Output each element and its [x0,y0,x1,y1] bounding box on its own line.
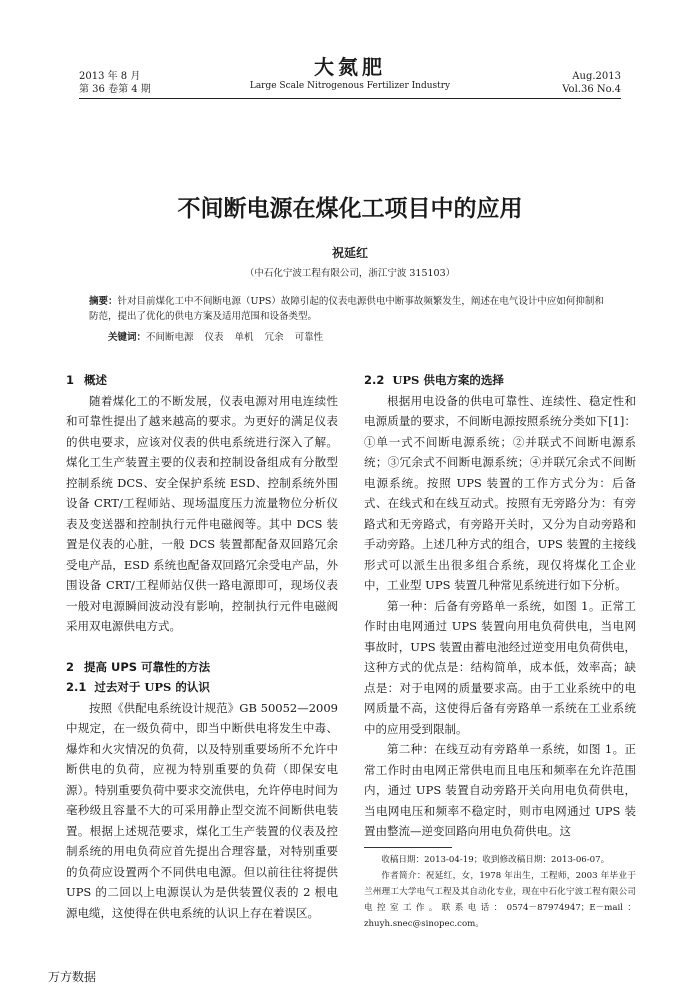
section-title: 提高 UPS 可靠性的方法 [84,659,211,674]
section-title: 过去对于 UPS 的认识 [94,680,210,694]
section-number: 1 [66,373,75,387]
paragraph: 根据用电设备的供电可靠性、连续性、稳定性和电源质量的要求，不间断电源按照系统分类如下[1]：①单一式不间断电源系统；②并联式不间断电源系统；③冗余式不间断电源系统；④并联冗余式不间断电源系统。按照 UPS 装置的工作方式分为：后备式、在线式和在线互动式。按照有无旁路分为：有旁路式和无旁路式，有旁路开关时，又分为自动旁路和手动旁路。上述几种方式的组合，UPS 装置的主接线形式可以派生出很多组合系统，现仅将煤化工企业中，工业型 UPS 装置几种常见系统进行如下分析。 [364,393,636,592]
header-rule [79,98,621,99]
received-dates: 收稿日期：2013-04-19；收到修改稿日期：2013-06-07。 [381,855,610,865]
keywords-label: 关键词： [108,332,147,343]
paragraph: 按照《供配电系统设计规范》GB 50052—2009 中规定，在一级负荷中，即当中断供电将发生中毒、爆炸和火灾情况的负荷，以及特别重要场所不允许中断供电的负荷，应视为特别重要的负荷（即保安电源）。特别重要负荷中要求交流供电，允许停电时间为毫秒级且容量不大的可采用静止型交流不间断供电装置。根据上述规范要求，煤化工生产装置的仪表及控制系统的用电负荷应首先提出合理容量，对特别重要的负荷应设置两个不同供电电源。但以前往往将提供 UPS 的二回以上电源误认为是供装置仪表的 2 根电源电缆，这使得在供电系统的认识上存在着误区。 [66,700,338,920]
paragraph: 第一种：后备有旁路单一系统，如图 1。正常工作时由电网通过 UPS 装置向用电负荷供电，当电网事故时，UPS 装置由蓄电池经过逆变用电负荷供电，这种方式的优点是：结构简单，成本低，效率高；缺点是：对于电网的质量要求高。由于工业系统中的电网质量不高，这使得后备有旁路单一系统在工业系统中的应用受到限制。 [364,598,636,736]
section-1-heading [66,370,338,391]
wanfang-watermark: 万方数据 [48,970,97,984]
paragraph: 随着煤化工的不断发展，仪表电源对用电连续性和可靠性提出了越来越高的要求。为更好的满足仪表的供电要求，应该对仪表的供电系统进行深入了解。煤化工生产装置主要的仪表和控制设备组成有分散型控制系统 DCS、安全保护系统 ESD、控制系统外围设备 CRT/工程师站、现场温度压力流量物位分析仪表及变送器和控制执行元件电磁阀等。其中 DCS 装置是仪表的心脏，一般 DCS 装置都配备双回路冗余受电产品，ESD 系统也配备双回路冗余受电产品，外围设备 CRT/工程师站仅供一路电源即可，现场仪表一般对电源瞬间波动没有影响，控制执行元件电磁阀采用双电源供电方式。 [66,393,338,633]
abstract-label: 摘要： [89,296,118,307]
article-author: 祝延红 [331,246,368,260]
keyword: 可靠性 [294,332,324,343]
journal-masthead [200,56,500,92]
abstract-text: 针对目前煤化工中不间断电源（UPS）故障引起的仪表电源供电中断事故频繁发生，阐述在电气设计中应如何抑制和防范，提出了优化的供电方案及适用范围和设备类型。 [89,296,604,322]
article-title: 不间断电源在煤化工项目中的应用 [177,196,523,222]
keyword: 不间断电源 [146,332,194,343]
left-column [66,370,338,923]
journal-logo: 大氮肥 [314,55,386,79]
section-title: UPS 供电方案的选择 [392,373,504,387]
journal-english-name: Large Scale Nitrogenous Fertilizer Industry [249,81,451,91]
keywords [108,329,608,343]
issue-date: 2013 年 8 月 [79,71,141,82]
section-number: 2.2 [364,373,385,387]
right-column [364,370,636,842]
section-number: 2 [66,659,75,674]
issue-volume-english: Vol.36 No.4 [562,84,621,95]
author-bio: 作者简介：祝延红，女，1978 年出生，工程师，2003 年毕业于兰州理工大学电气工程及其自动化专业，现在中石化宁波工程有限公司电控室工作。联系电话：0574－87974947；E－mail：zhuyh.snec@sinopec.com。 [364,871,636,929]
issue-info-english [562,70,621,96]
issue-info [79,70,151,96]
section-2-2-heading [364,370,636,391]
keyword: 仪表 [204,332,224,343]
author-affiliation: （中石化宁波工程有限公司，浙江宁波 315103） [244,268,456,279]
issue-volume: 第 36 卷第 4 期 [79,84,151,95]
keyword: 单机 [234,332,254,343]
abstract [89,294,611,324]
section-number: 2.1 [66,680,87,694]
section-title: 概述 [84,373,108,387]
keyword: 冗余 [264,332,284,343]
section-2-heading [66,657,338,678]
issue-date-english: Aug.2013 [572,71,621,82]
footnote-rule [364,847,452,848]
paragraph: 第二种：在线互动有旁路单一系统，如图 1。正常工作时由电网正常供电而且电压和频率在允许范围内，通过 UPS 装置自动旁路开关向用电负荷供电，当电网电压和频率不稳定时，则市电网通过 UPS 装置由整流—逆变回路向用电负荷供电。这 [364,742,636,838]
section-2-1-heading [66,677,338,698]
footnote [364,852,636,932]
